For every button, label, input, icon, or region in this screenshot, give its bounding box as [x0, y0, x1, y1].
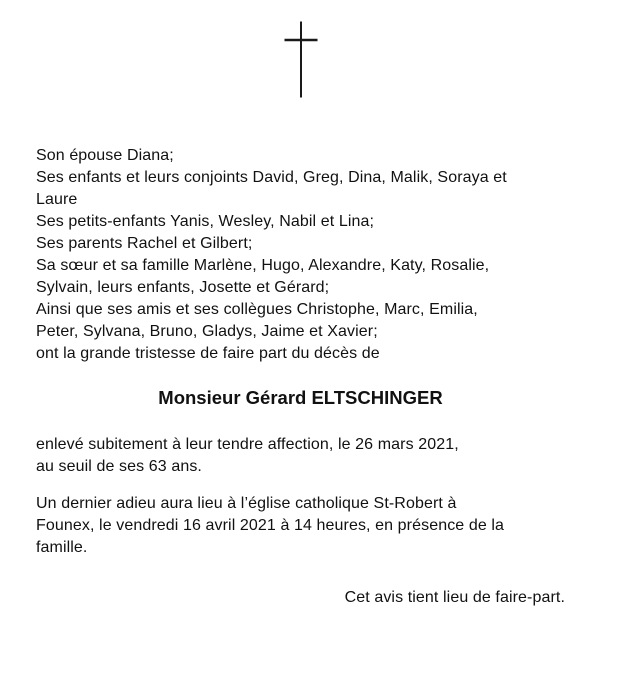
mourners-line: Ses enfants et leurs conjoints David, Greg, Dina, Malik, Soraya et: [36, 169, 507, 186]
death-details-line: au seuil de ses 63 ans.: [36, 458, 202, 475]
ceremony-line: famille.: [36, 539, 88, 556]
cross-container: [36, 0, 565, 98]
ceremony-line: Un dernier adieu aura lieu à l’église catholique St-Robert à: [36, 495, 457, 512]
mourners-line: Son épouse Diana;: [36, 147, 174, 164]
mourners-line: Laure: [36, 191, 78, 208]
closing-statement: Cet avis tient lieu de faire-part.: [344, 589, 565, 606]
mourners-line: Peter, Sylvana, Bruno, Gladys, Jaime et Xavier;: [36, 323, 378, 340]
mourners-line: Sylvain, leurs enfants, Josette et Gérard;: [36, 279, 330, 296]
ceremony-line: Founex, le vendredi 16 avril 2021 à 14 heures, en présence de la: [36, 517, 505, 534]
notice-content: [36, 0, 565, 609]
death-details-paragraph: [36, 434, 565, 478]
latin-cross-icon: [284, 21, 318, 98]
ceremony-paragraph: [36, 493, 565, 559]
mourners-line: Sa sœur et sa famille Marlène, Hugo, Alexandre, Katy, Rosalie,: [36, 257, 490, 274]
mourners-line: Ses parents Rachel et Gilbert;: [36, 235, 253, 252]
mourners-line: Ainsi que ses amis et ses collègues Christophe, Marc, Emilia,: [36, 301, 478, 318]
mourners-line: Ses petits-enfants Yanis, Wesley, Nabil et Lina;: [36, 213, 375, 230]
deceased-name: Monsieur Gérard ELTSCHINGER: [158, 387, 443, 408]
death-details-line: enlevé subitement à leur tendre affection, le 26 mars 2021,: [36, 436, 459, 453]
mourners-line: ont la grande tristesse de faire part du décès de: [36, 345, 380, 362]
mourners-paragraph: [36, 145, 565, 365]
